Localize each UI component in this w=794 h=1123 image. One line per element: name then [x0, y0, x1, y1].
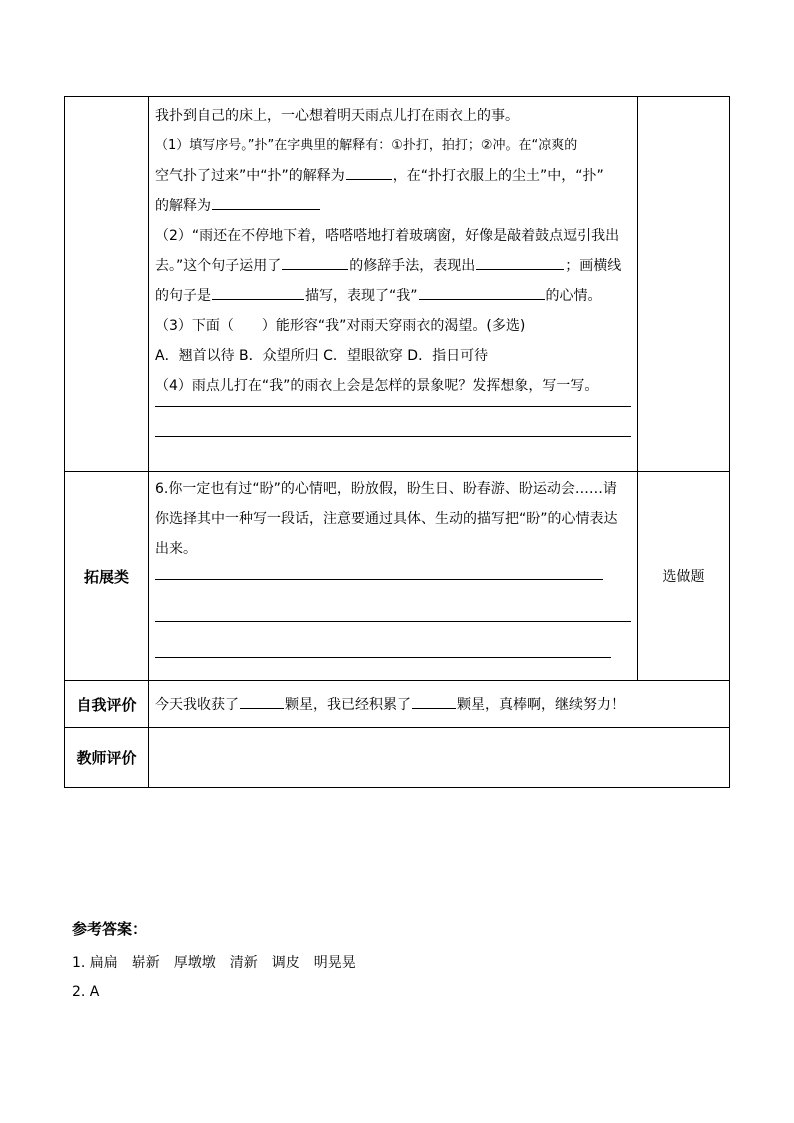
self-eval-text-1: 今天我收获了 — [155, 697, 239, 713]
answers-line-2: 2. A — [72, 984, 100, 1000]
self-eval-text-3: 颗星，真棒啊，继续努力！ — [457, 697, 625, 713]
q1-text-1: 空气扑了过来”中“扑”的解释为 — [155, 168, 345, 184]
answers-title: 参考答案： — [72, 920, 148, 938]
q1-line-c — [155, 191, 631, 221]
self-eval-text-2: 颗星，我已经积累了 — [285, 697, 411, 713]
q2-blank-2[interactable] — [476, 268, 564, 270]
teacher-eval-row — [65, 728, 730, 788]
self-eval-cell — [149, 681, 730, 728]
q1-blank-1[interactable] — [346, 178, 392, 180]
q2-line-c — [155, 281, 631, 311]
reading-intro: 我扑到自己的床上，一心想着明天雨点儿打在雨衣上的事。 — [155, 108, 519, 124]
q1-line-b — [155, 161, 631, 191]
q1-line-a: （1）填写序号。”扑”在字典里的解释有：①扑打，拍打；②冲。在“凉爽的 — [155, 138, 578, 153]
q2-text-4: 的句子是 — [155, 288, 211, 304]
extension-label: 拓展类 — [65, 472, 149, 681]
worksheet-table — [64, 96, 730, 788]
q2-line-b — [155, 251, 631, 281]
q2-text-3: ；画横线 — [565, 258, 622, 274]
self-eval-label: 自我评价 — [65, 681, 149, 728]
teacher-eval-cell[interactable] — [149, 728, 730, 788]
q2-text-5: 描写，表现了“我” — [305, 288, 418, 304]
self-eval-row — [65, 681, 730, 728]
q2-blank-4[interactable] — [419, 298, 545, 300]
q4-line: （4）雨点儿打在“我”的雨衣上会是怎样的景象呢？发挥想象，写一写。 — [155, 378, 599, 394]
q2-text-2: 的修辞手法，表现出 — [349, 258, 476, 274]
q2-line-a: （2）“雨还在不停地下着，嗒嗒嗒地打着玻璃窗，好像是敲着鼓点逗引我出 — [155, 228, 620, 244]
answers-line-1: 1. 扁扁 崭新 厚墩墩 清新 调皮 明晃晃 — [72, 955, 356, 971]
q1-text-3: 的解释为 — [155, 198, 211, 214]
extension-text-b: 你选择其中一种写一段话，注意要通过具体、生动的描写把“盼”的心情表达 — [155, 511, 618, 527]
q1-blank-2[interactable] — [212, 208, 320, 210]
q2-text-6: 的心情。 — [545, 288, 602, 304]
q4-writing-line-1[interactable] — [155, 405, 631, 407]
extension-question-cell — [149, 472, 638, 681]
q2-blank-1[interactable] — [282, 268, 348, 270]
extension-text-c: 出来。 — [155, 541, 197, 557]
q3-options: A．翘首以待 B．众望所归 C．望眼欲穿 D．指日可待 — [155, 348, 489, 364]
teacher-eval-label: 教师评价 — [65, 728, 149, 788]
self-eval-text — [149, 694, 729, 714]
extension-writing-line-1[interactable] — [155, 578, 603, 580]
q4-writing-line-2[interactable] — [155, 435, 631, 437]
extension-writing-line-3[interactable] — [155, 656, 611, 658]
q1-text-2: ，在“扑打衣服上的尘土”中，“扑” — [392, 168, 604, 184]
reading-label-cell — [65, 97, 149, 472]
q2-text-1: 去。”这个句子运用了 — [155, 258, 282, 274]
reading-question-cell — [149, 97, 638, 472]
extension-note: 选做题 — [638, 472, 730, 681]
reading-row — [65, 97, 730, 472]
q3-line: （3）下面（ ）能形容“我”对雨天穿雨衣的渴望。(多选) — [155, 318, 526, 334]
q2-blank-3[interactable] — [212, 298, 304, 300]
self-eval-blank-1[interactable] — [240, 707, 284, 709]
self-eval-blank-2[interactable] — [412, 707, 456, 709]
reading-note-cell — [638, 97, 730, 472]
extension-row — [65, 472, 730, 681]
extension-text-a: 6.你一定也有过“盼”的心情吧，盼放假，盼生日、盼春游、盼运动会……请 — [155, 481, 617, 497]
extension-writing-line-2[interactable] — [155, 620, 631, 622]
